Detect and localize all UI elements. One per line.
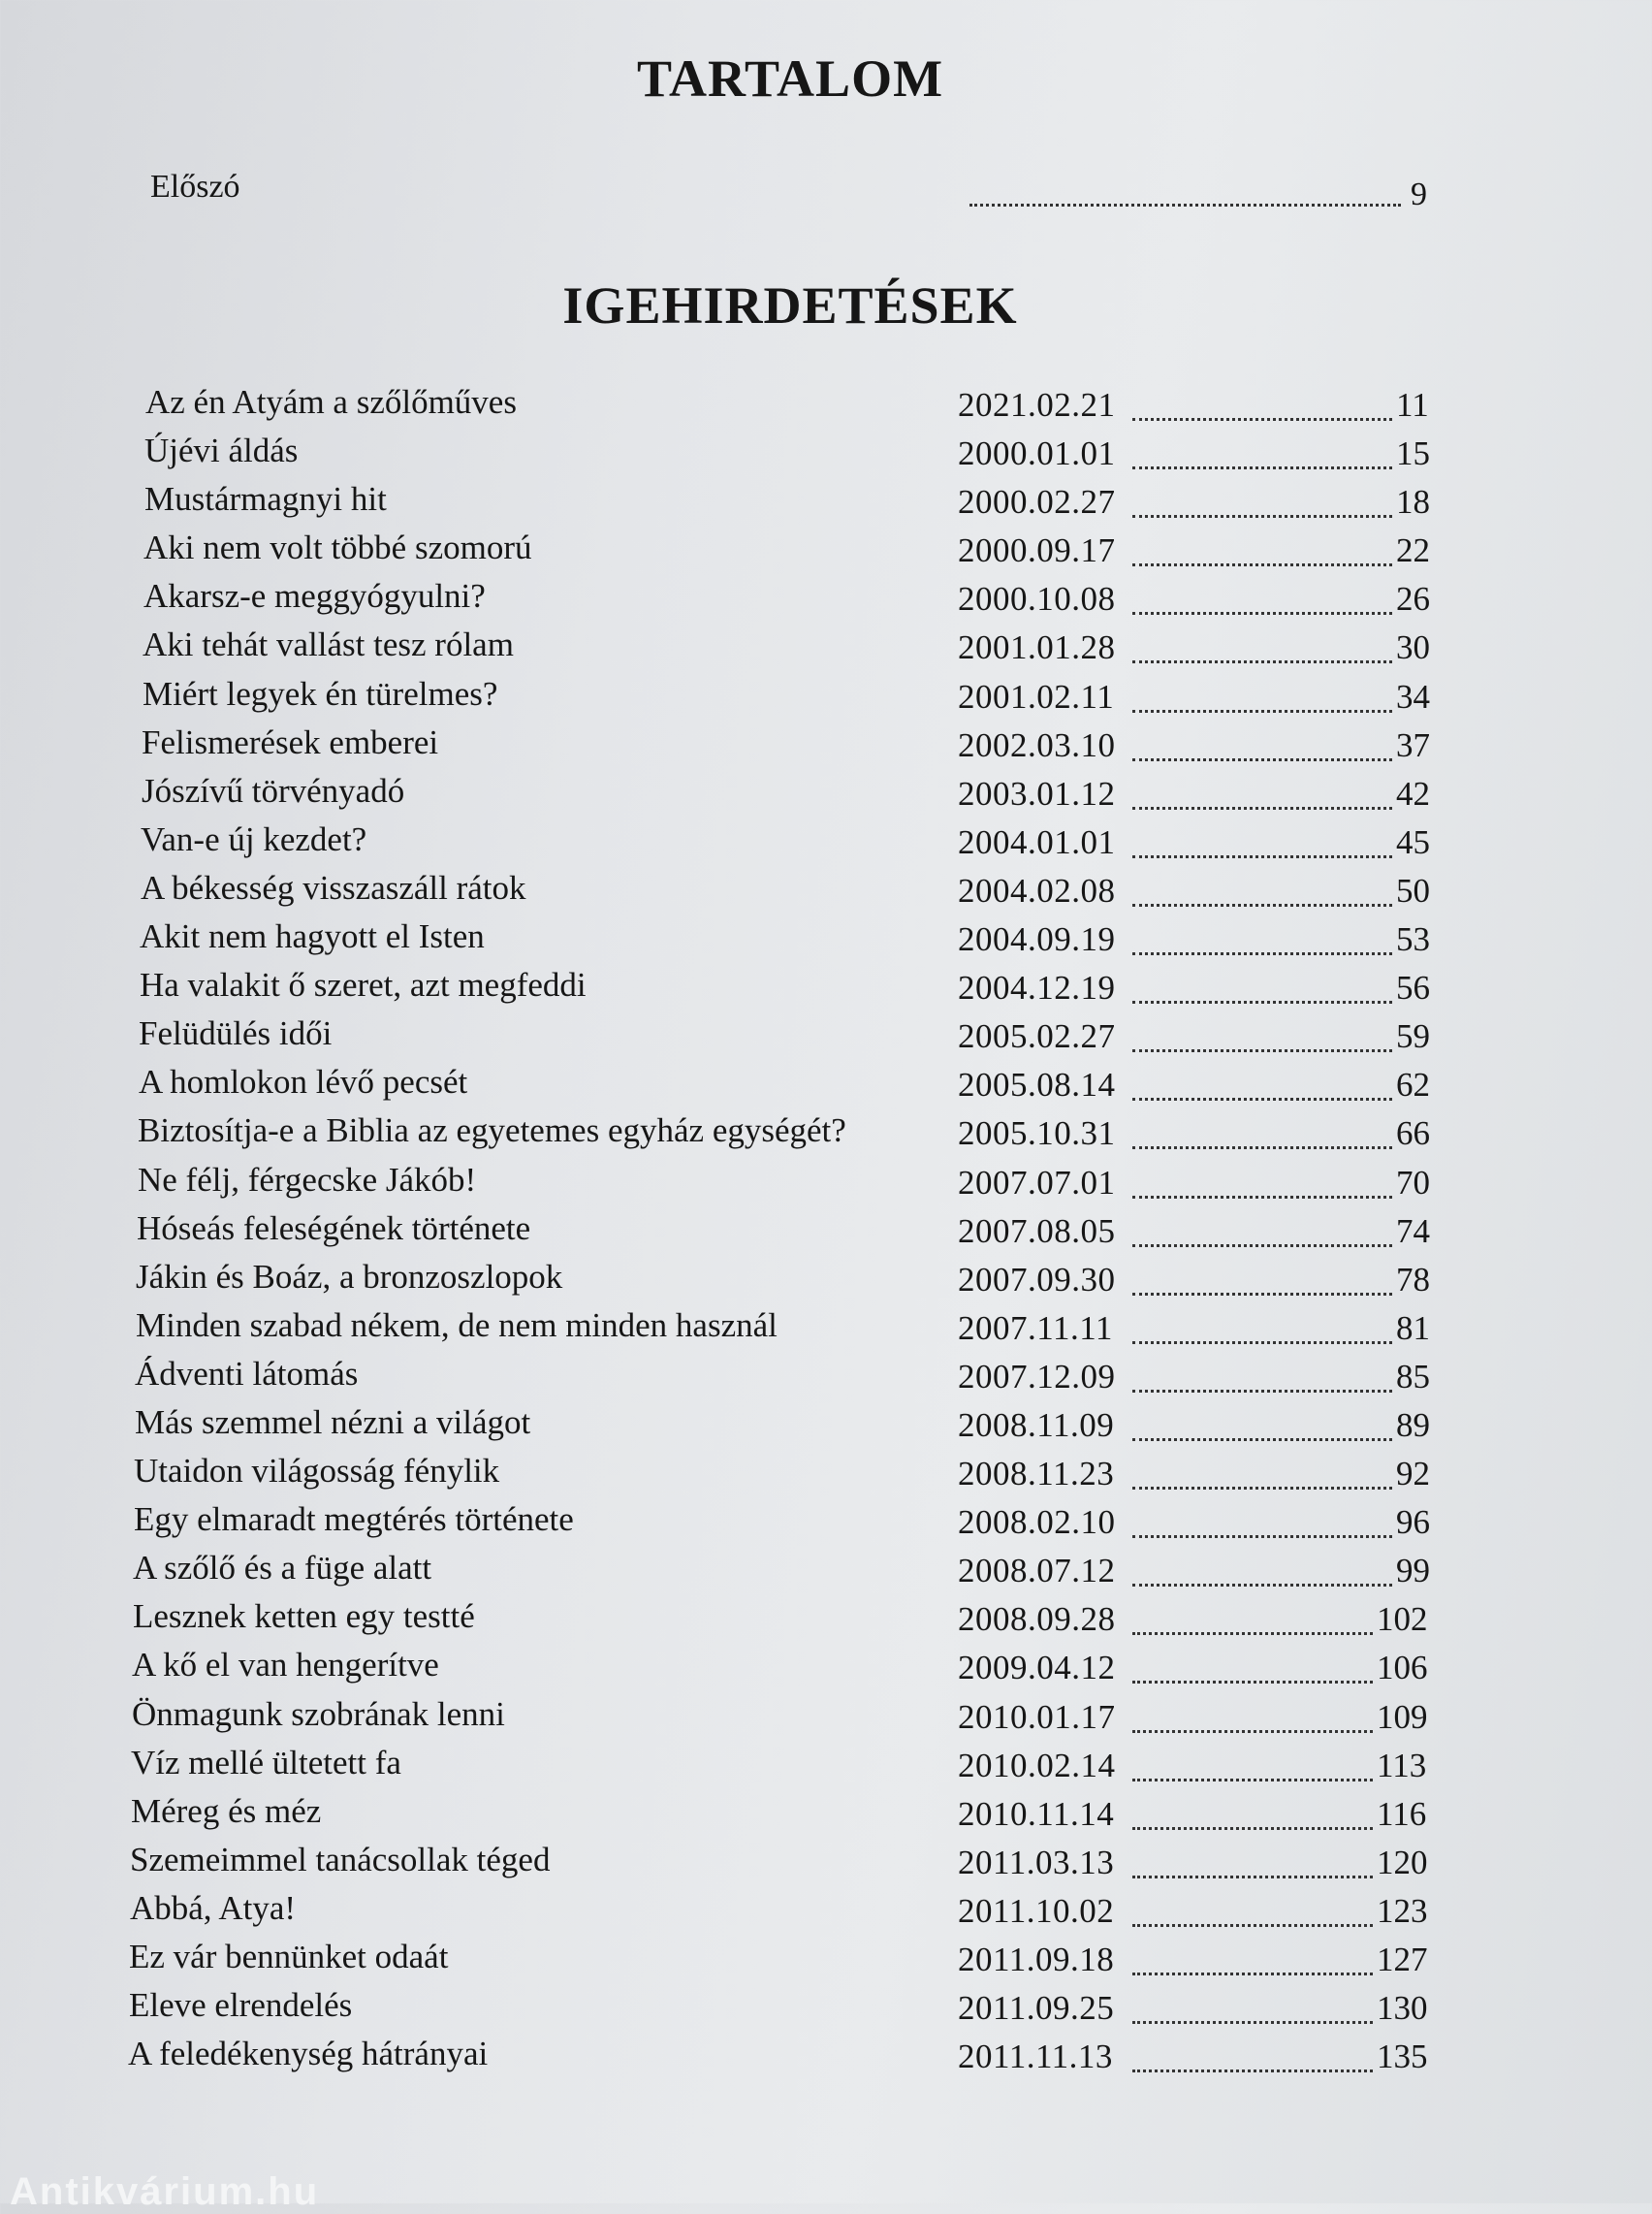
dot-leader bbox=[1132, 904, 1392, 907]
entry-title: Miért legyek én türelmes? bbox=[143, 674, 498, 713]
entry-date: 2011.11.13 bbox=[958, 2038, 1113, 2076]
toc-entry bbox=[0, 966, 1652, 1014]
entry-page: 70 bbox=[1396, 1163, 1430, 1202]
entry-date: 2008.02.10 bbox=[958, 1503, 1116, 1542]
toc-entry bbox=[0, 1161, 1652, 1209]
entry-page: 96 bbox=[1396, 1503, 1430, 1542]
entry-date: 2005.10.31 bbox=[958, 1114, 1116, 1153]
dot-leader bbox=[1132, 758, 1392, 761]
entry-title: A homlokon lévő pecsét bbox=[139, 1063, 468, 1102]
entry-page: 26 bbox=[1396, 580, 1430, 619]
page-title: TARTALOM bbox=[636, 49, 944, 108]
entry-title: Minden szabad nékem, de nem minden használ bbox=[136, 1305, 778, 1344]
dot-leader bbox=[1132, 660, 1392, 663]
entry-date: 2008.09.28 bbox=[958, 1600, 1116, 1639]
dot-leader bbox=[1132, 1487, 1392, 1490]
dot-leader bbox=[1132, 1827, 1373, 1830]
entry-page: 109 bbox=[1377, 1697, 1428, 1736]
dot-leader bbox=[1132, 1876, 1373, 1878]
entry-page: 123 bbox=[1377, 1891, 1428, 1930]
entry-title: Utaidon világosság fénylik bbox=[134, 1452, 500, 1491]
entry-title: Egy elmaradt megtérés története bbox=[134, 1500, 574, 1539]
entry-page: 127 bbox=[1377, 1941, 1428, 1978]
entry-page: 116 bbox=[1377, 1794, 1427, 1833]
entry-date: 2011.09.18 bbox=[958, 1941, 1115, 1978]
dot-leader bbox=[1132, 1535, 1392, 1538]
entry-title: Abbá, Atya! bbox=[130, 1888, 297, 1927]
dot-leader bbox=[1132, 1632, 1373, 1635]
toc-entry bbox=[0, 1500, 1652, 1549]
entry-page: 34 bbox=[1396, 677, 1430, 716]
entry-date: 2011.10.02 bbox=[958, 1891, 1115, 1930]
entry-page: 99 bbox=[1396, 1552, 1430, 1590]
entry-page: 66 bbox=[1396, 1114, 1430, 1153]
entry-title: Méreg és méz bbox=[131, 1791, 322, 1830]
entry-date: 2010.02.14 bbox=[958, 1746, 1116, 1784]
toc-entry bbox=[0, 1209, 1652, 1258]
dot-leader bbox=[1132, 1681, 1373, 1684]
entry-page: 18 bbox=[1396, 483, 1430, 522]
entry-page: 120 bbox=[1377, 1843, 1428, 1881]
entry-date: 2003.01.12 bbox=[958, 774, 1116, 813]
entry-title: Aki nem volt többé szomorú bbox=[143, 529, 532, 567]
entry-title: A szőlő és a füge alatt bbox=[133, 1549, 432, 1588]
entry-page: 30 bbox=[1396, 628, 1430, 667]
dot-leader bbox=[1132, 1244, 1392, 1247]
dot-leader bbox=[1132, 2021, 1373, 2024]
dot-leader bbox=[1132, 807, 1392, 810]
dot-leader bbox=[1132, 612, 1392, 615]
entry-date: 2000.10.08 bbox=[958, 580, 1116, 619]
toc-entry bbox=[0, 383, 1652, 432]
entry-page: 62 bbox=[1396, 1066, 1430, 1105]
foreword-entry bbox=[0, 169, 1652, 227]
entry-date: 2007.11.11 bbox=[958, 1308, 1113, 1347]
entry-title: Felüdülés idői bbox=[139, 1014, 333, 1053]
entry-title: Aki tehát vallást tesz rólam bbox=[143, 626, 514, 664]
foreword-label: Előszó bbox=[150, 169, 240, 205]
entry-date: 2008.11.09 bbox=[958, 1405, 1115, 1444]
entry-date: 2009.04.12 bbox=[958, 1649, 1116, 1687]
toc-entry bbox=[0, 917, 1652, 966]
entry-page: 45 bbox=[1396, 822, 1430, 861]
entry-title: Mustármagnyi hit bbox=[144, 480, 387, 519]
entry-date: 2007.07.01 bbox=[958, 1163, 1116, 1202]
toc-entry bbox=[0, 1549, 1652, 1597]
entry-date: 2004.02.08 bbox=[958, 871, 1116, 910]
toc-entry bbox=[0, 2035, 1652, 2083]
entry-date: 2001.02.11 bbox=[958, 677, 1115, 716]
dot-leader bbox=[1132, 466, 1392, 469]
entry-title: Van-e új kezdet? bbox=[141, 819, 367, 858]
entry-title: Szemeimmel tanácsollak téged bbox=[130, 1840, 551, 1878]
entry-date: 2004.12.19 bbox=[958, 969, 1116, 1008]
entry-page: 106 bbox=[1377, 1649, 1428, 1687]
entry-page: 130 bbox=[1377, 1989, 1428, 2028]
entry-page: 11 bbox=[1396, 386, 1429, 424]
entry-date: 2011.09.25 bbox=[958, 1989, 1115, 2028]
entry-page: 85 bbox=[1396, 1357, 1430, 1396]
toc-entry bbox=[0, 1258, 1652, 1306]
entry-title: Lesznek ketten egy testté bbox=[133, 1597, 475, 1636]
toc-entry bbox=[0, 1841, 1652, 1889]
entry-date: 2007.08.05 bbox=[958, 1211, 1116, 1250]
toc-entry bbox=[0, 1889, 1652, 1938]
entry-title: A feledékenység hátrányai bbox=[128, 2035, 489, 2073]
dot-leader bbox=[1132, 1146, 1392, 1149]
dot-leader bbox=[1132, 1293, 1392, 1296]
toc-entry bbox=[0, 675, 1652, 723]
toc-entry bbox=[0, 869, 1652, 917]
entry-page: 53 bbox=[1396, 920, 1430, 959]
entry-date: 2008.07.12 bbox=[958, 1552, 1116, 1590]
dot-leader bbox=[1132, 1001, 1392, 1004]
entry-date: 2007.12.09 bbox=[958, 1357, 1116, 1396]
entry-title: Ha valakit ő szeret, azt megfeddi bbox=[140, 966, 587, 1005]
dot-leader bbox=[1132, 2070, 1373, 2072]
toc-list bbox=[0, 383, 1652, 2083]
entry-page: 15 bbox=[1396, 434, 1430, 473]
entry-title: Ádventi látomás bbox=[135, 1354, 359, 1393]
toc-entry bbox=[0, 1597, 1652, 1646]
dot-leader bbox=[1132, 952, 1392, 955]
entry-title: Akarsz-e meggyógyulni? bbox=[143, 577, 486, 616]
dot-leader bbox=[1132, 1049, 1392, 1052]
dot-leader bbox=[1132, 1438, 1392, 1441]
watermark: Antikvárium.hu bbox=[10, 2170, 320, 2213]
entry-date: 2000.01.01 bbox=[958, 434, 1116, 473]
entry-page: 113 bbox=[1377, 1746, 1427, 1784]
entry-title: Felismerések emberei bbox=[142, 722, 439, 761]
toc-entry bbox=[0, 432, 1652, 480]
toc-entry bbox=[0, 1403, 1652, 1452]
entry-page: 59 bbox=[1396, 1017, 1430, 1056]
toc-entry bbox=[0, 1111, 1652, 1160]
dot-leader bbox=[1132, 1973, 1373, 1975]
entry-date: 2001.01.28 bbox=[958, 628, 1116, 667]
toc-entry bbox=[0, 1744, 1652, 1792]
entry-page: 50 bbox=[1396, 871, 1430, 910]
entry-title: Az én Atyám a szőlőműves bbox=[145, 383, 517, 421]
entry-date: 2004.01.01 bbox=[958, 822, 1116, 861]
entry-title: Más szemmel nézni a világot bbox=[135, 1402, 531, 1441]
dot-leader bbox=[1132, 515, 1392, 518]
entry-page: 56 bbox=[1396, 969, 1430, 1008]
toc-entry bbox=[0, 1938, 1652, 1986]
toc-entry bbox=[0, 1014, 1652, 1063]
entry-page: 74 bbox=[1396, 1211, 1430, 1250]
entry-page: 92 bbox=[1396, 1455, 1430, 1493]
entry-date: 2004.09.19 bbox=[958, 920, 1116, 959]
entry-page: 42 bbox=[1396, 774, 1430, 813]
entry-date: 2007.09.30 bbox=[958, 1260, 1116, 1299]
toc-entry bbox=[0, 529, 1652, 577]
section-title: IGEHIRDETÉSEK bbox=[562, 276, 1018, 335]
toc-entry bbox=[0, 820, 1652, 869]
entry-title: A békesség visszaszáll rátok bbox=[141, 868, 526, 907]
entry-page: 135 bbox=[1377, 2038, 1428, 2076]
entry-title: Eleve elrendelés bbox=[129, 1986, 353, 2025]
toc-entry bbox=[0, 1986, 1652, 2035]
dot-leader bbox=[969, 204, 1401, 207]
dot-leader bbox=[1132, 563, 1392, 566]
dot-leader bbox=[1132, 1390, 1392, 1393]
entry-title: Újévi áldás bbox=[144, 432, 299, 470]
entry-title: Víz mellé ültetett fa bbox=[131, 1743, 401, 1781]
toc-entry bbox=[0, 1646, 1652, 1694]
entry-title: Ez vár bennünket odaát bbox=[129, 1938, 449, 1975]
dot-leader bbox=[1132, 710, 1392, 713]
dot-leader bbox=[1132, 1098, 1392, 1101]
entry-title: Hóseás feleségének története bbox=[137, 1208, 531, 1247]
entry-title: Akit nem hagyott el Isten bbox=[140, 917, 485, 956]
entry-page: 22 bbox=[1396, 531, 1430, 570]
entry-date: 2005.02.27 bbox=[958, 1017, 1116, 1056]
toc-entry bbox=[0, 480, 1652, 529]
toc-entry bbox=[0, 723, 1652, 772]
entry-date: 2002.03.10 bbox=[958, 725, 1116, 764]
entry-date: 2005.08.14 bbox=[958, 1066, 1116, 1105]
toc-entry bbox=[0, 626, 1652, 674]
entry-title: A kő el van hengerítve bbox=[132, 1646, 439, 1685]
entry-page: 78 bbox=[1396, 1260, 1430, 1299]
entry-page: 37 bbox=[1396, 725, 1430, 764]
entry-title: Önmagunk szobrának lenni bbox=[132, 1694, 505, 1733]
toc-entry bbox=[0, 1306, 1652, 1355]
entry-date: 2021.02.21 bbox=[958, 386, 1116, 424]
dot-leader bbox=[1132, 1730, 1373, 1733]
entry-date: 2000.02.27 bbox=[958, 483, 1116, 522]
toc-entry bbox=[0, 1355, 1652, 1403]
toc-entry bbox=[0, 772, 1652, 820]
entry-title: Jószívű törvényadó bbox=[142, 771, 405, 810]
foreword-page: 9 bbox=[1411, 176, 1427, 212]
dot-leader bbox=[1132, 418, 1392, 421]
dot-leader bbox=[1132, 1341, 1392, 1344]
entry-page: 81 bbox=[1396, 1308, 1430, 1347]
entry-page: 89 bbox=[1396, 1405, 1430, 1444]
entry-date: 2010.11.14 bbox=[958, 1794, 1115, 1833]
entry-title: Ne félj, férgecske Jákób! bbox=[138, 1160, 477, 1199]
entry-date: 2010.01.17 bbox=[958, 1697, 1116, 1736]
dot-leader bbox=[1132, 855, 1392, 858]
dot-leader bbox=[1132, 1196, 1392, 1199]
toc-entry bbox=[0, 1695, 1652, 1744]
toc-entry bbox=[0, 577, 1652, 626]
toc-entry bbox=[0, 1792, 1652, 1841]
dot-leader bbox=[1132, 1924, 1373, 1927]
entry-date: 2011.03.13 bbox=[958, 1843, 1115, 1881]
dot-leader bbox=[1132, 1584, 1392, 1587]
entry-date: 2008.11.23 bbox=[958, 1455, 1115, 1493]
entry-date: 2000.09.17 bbox=[958, 531, 1116, 570]
toc-entry bbox=[0, 1452, 1652, 1500]
entry-title: Biztosítja-e a Biblia az egyetemes egyház egységét? bbox=[138, 1111, 846, 1150]
dot-leader bbox=[1132, 1779, 1373, 1781]
entry-title: Jákin és Boáz, a bronzoszlopok bbox=[136, 1257, 563, 1296]
entry-page: 102 bbox=[1377, 1600, 1428, 1639]
toc-entry bbox=[0, 1063, 1652, 1111]
